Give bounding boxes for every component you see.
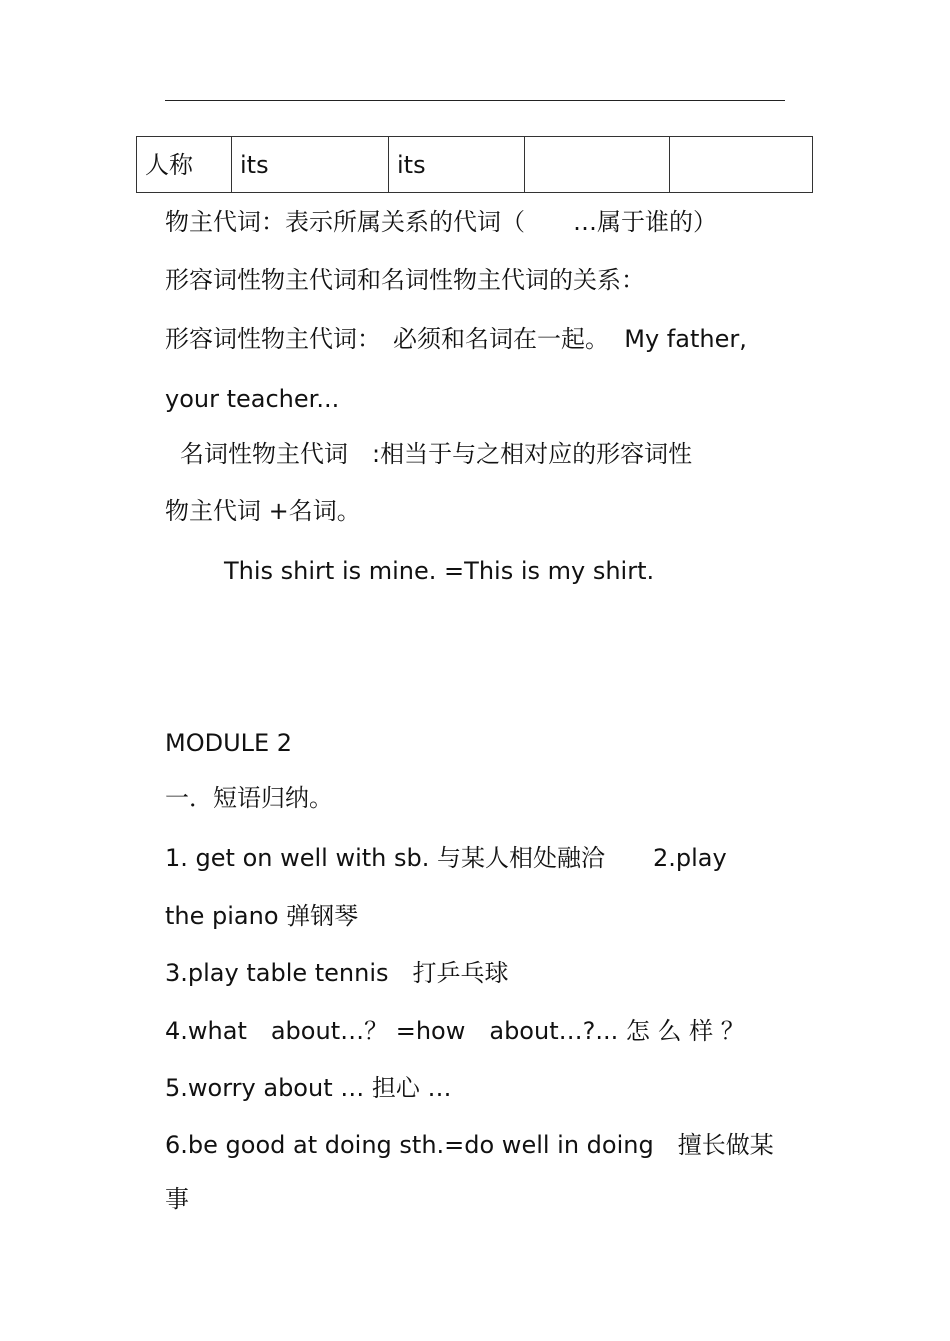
table-cell: its xyxy=(389,137,525,193)
section-heading: 一．短语归纳。 xyxy=(165,784,333,812)
table-row xyxy=(137,137,813,193)
relation-heading: 形容词性物主代词和名词性物主代词的关系： xyxy=(165,266,645,294)
example-sentence: This shirt is mine. =This is my shirt. xyxy=(224,557,655,585)
phrase-item: 1. get on well with sb. 与某人相处融洽 2.play xyxy=(165,844,727,872)
table-cell xyxy=(525,137,670,193)
adjective-pronoun-example: your teacher... xyxy=(165,385,340,413)
table-cell xyxy=(670,137,813,193)
phrase-item: 事 xyxy=(165,1185,189,1213)
phrase-item: 3.play table tennis 打乒乓球 xyxy=(165,959,509,987)
noun-pronoun-line: 名词性物主代词 :相当于与之相对应的形容词性 xyxy=(180,440,693,468)
phrase-item: 4.what about…？ =how about…?... 怎 么 样 ？ xyxy=(165,1017,745,1045)
adjective-pronoun-line: 形容词性物主代词： 必须和名词在一起。 My father, xyxy=(165,325,747,353)
phrase-item: the piano 弹钢琴 xyxy=(165,902,359,930)
module-title: MODULE 2 xyxy=(165,729,293,757)
table-cell: its xyxy=(232,137,389,193)
phrase-item: 5.worry about … 担心 … xyxy=(165,1074,452,1102)
phrase-item: 6.be good at doing sth.=do well in doing 擅长做某 xyxy=(165,1131,774,1159)
header-rule xyxy=(165,100,785,101)
noun-pronoun-continuation: 物主代词 +名词。 xyxy=(165,497,361,525)
table-cell-person: 人称 xyxy=(137,137,232,193)
pronoun-table xyxy=(136,136,813,193)
definition-line: 物主代词：表示所属关系的代词（ …属于谁的） xyxy=(165,208,717,236)
